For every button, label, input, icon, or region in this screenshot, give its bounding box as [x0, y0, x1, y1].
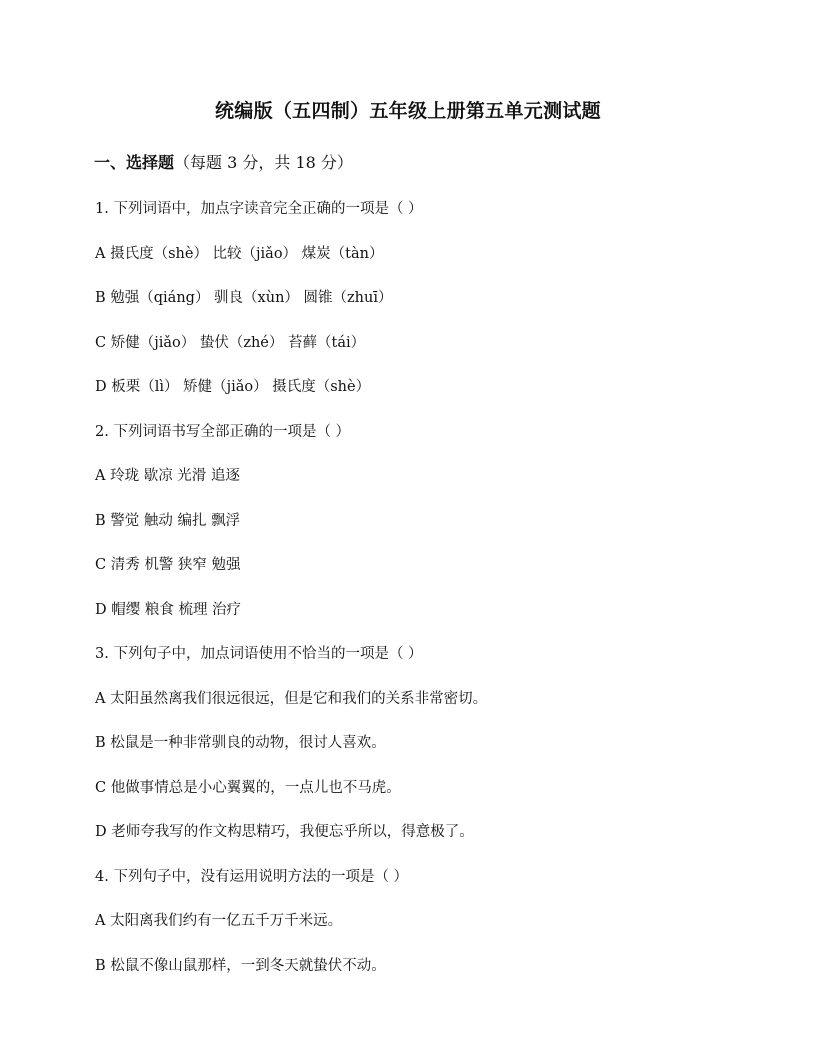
question-3-option-a: A 太阳虽然离我们很远很远，但是它和我们的关系非常密切。: [95, 690, 488, 707]
question-1-option-d: D 板栗（lì） 矫健（jiǎo） 摄氏度（shè）: [95, 379, 371, 395]
question-4-stem: 4. 下列句子中，没有运用说明方法的一项是（ ）: [95, 868, 409, 885]
question-2-option-a: A 玲珑 歇凉 光滑 追逐: [95, 468, 240, 484]
question-1-stem: 1. 下列词语中，加点字读音完全正确的一项是（ ）: [95, 201, 423, 217]
section-heading-label: 一、选择题: [94, 153, 175, 172]
question-2-option-c: C 清秀 机警 狭窄 勉强: [95, 557, 241, 573]
question-4-option-b: B 松鼠不像山鼠那样，一到冬天就蛰伏不动。: [95, 957, 386, 974]
question-1-option-b: B 勉强（qiáng） 驯良（xùn） 圆锥（zhuī）: [95, 290, 393, 306]
section-score-note: （每题 3 分，共 18 分）: [174, 153, 353, 172]
question-1-option-a: A 摄氏度（shè） 比较（jiǎo） 煤炭（tàn）: [95, 245, 384, 262]
question-2-option-b: B 警觉 触动 编扎 飘浮: [95, 512, 241, 529]
page-title: 统编版（五四制）五年级上册第五单元测试题: [214, 100, 601, 122]
question-2-stem: 2. 下列词语书写全部正确的一项是（ ）: [95, 423, 351, 440]
question-3-option-b: B 松鼠是一种非常驯良的动物，很讨人喜欢。: [95, 735, 386, 751]
question-3-option-d: D 老师夸我写的作文构思精巧，我便忘乎所以，得意极了。: [95, 824, 474, 840]
question-1-option-c: C 矫健（jiǎo） 蛰伏（zhé） 苔藓（tái）: [95, 334, 366, 351]
section-heading: [94, 150, 353, 173]
question-3-option-c: C 他做事情总是小心翼翼的，一点儿也不马虎。: [95, 779, 401, 796]
question-2-option-d: D 帽缨 粮食 梳理 治疗: [95, 601, 242, 618]
question-3-stem: 3. 下列句子中，加点词语使用不恰当的一项是（ ）: [95, 646, 423, 662]
question-list: [95, 197, 735, 998]
question-4-option-a: A 太阳离我们约有一亿五千万千米远。: [95, 913, 343, 929]
